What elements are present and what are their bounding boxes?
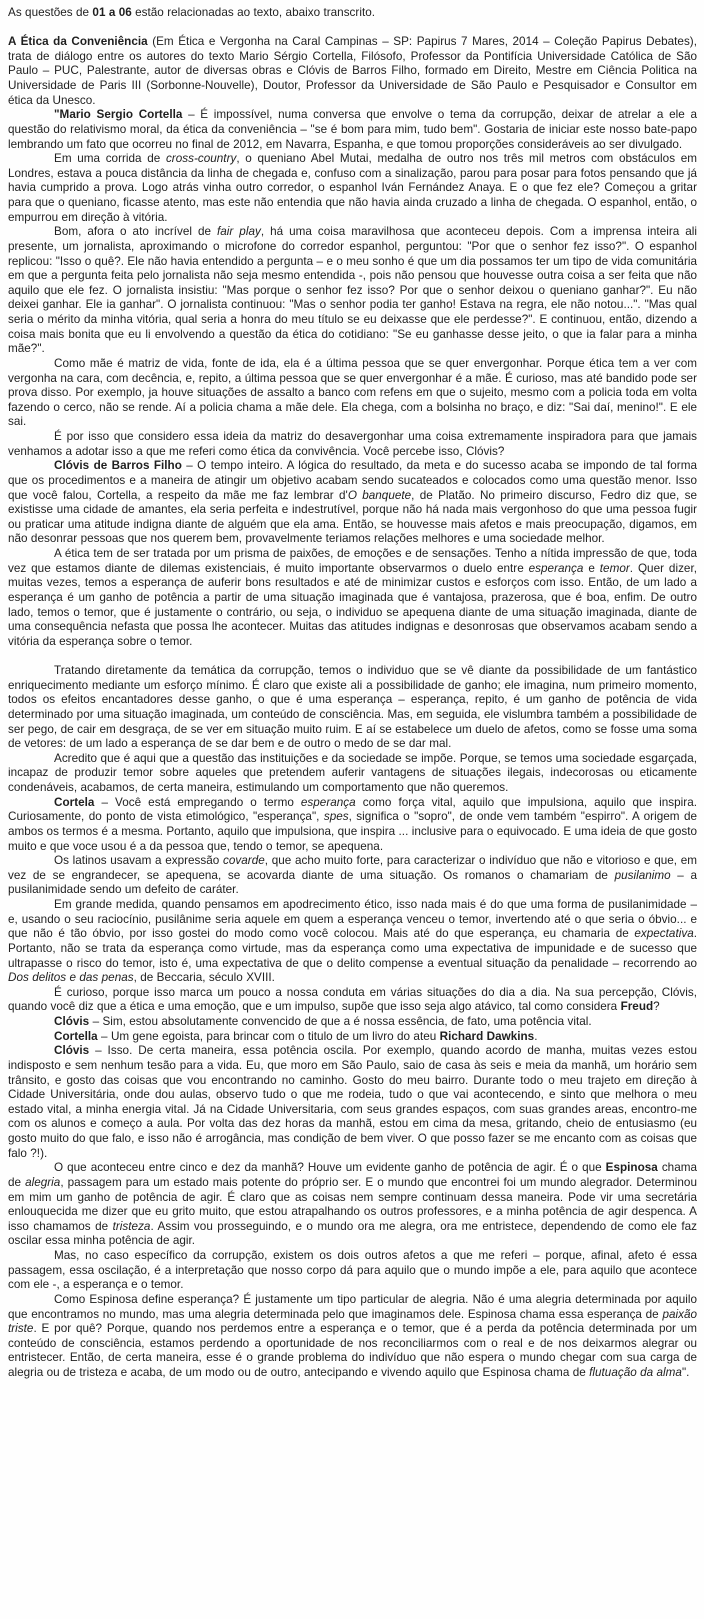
bold-run: Clóvis de Barros Filho: [54, 459, 182, 473]
text-run: – a pusilanimidade sendo um defeito de caráter.: [8, 868, 697, 897]
question-range: 01 a 06: [92, 6, 132, 19]
paragraph: [8, 357, 697, 430]
bold-run: Cortela: [54, 795, 95, 809]
text-run: – Um gene egoista, para brincar com o titulo de um livro do ateu: [97, 1029, 440, 1043]
text-run: e: [583, 561, 600, 575]
italic-run: covarde: [223, 854, 265, 868]
paragraph: [8, 430, 697, 459]
paragraph-list: [8, 108, 697, 1380]
paragraph: [8, 547, 697, 649]
text-run: ".: [681, 1366, 690, 1380]
text-run: como força vital, aquilo que impulsiona, aquilo que inspira. Curiosamente, do ponto de vista etimológico, "esperança",: [8, 795, 697, 824]
paragraph: [8, 459, 697, 547]
text-run: . Assim vou prosseguindo, e o mundo ora me alegra, ora me entristece, dependendo de como ele faz oscilar essa minha potência de agir.: [8, 1219, 698, 1248]
text-run: , que acho muito forte, para caracterizar o indivíduo que não e vitorioso e que, em vez de se engrandecer, se apequena, se acovarda diante de uma situação. Os romanos o chamariam de: [8, 854, 697, 882]
text-run: , de Beccaria, século XVIII.: [133, 971, 275, 985]
text-run: .: [534, 1029, 538, 1043]
text-run: – Isso. De certa maneira, essa potência oscila. Por exemplo, quando acordo de manha, muitas vezes estou indisposto e sem nenhum tesão para a vida. Eu, que moro em São Paulo, saio de casa às seis e meia da manhã, um horário sem trânsito, e gosto das coisas que vou encontrando no caminho. Gosto do meu bairro. Durante todo o meu trajeto em direção à Cidade Universitária, onde dou aulas, observo tudo o que me rodeia, tudo o que vai acontecendo, e sinto que melhora o meu estado vital, a minha energia vital. Já na Cidade Universitaria, com seus grandes espaços, com suas grandes areas, encontro-me com os alunos e começo a aula. Por volta das dez horas da manhã, estou em cima da mesa, gritando, cheio de entusiasmo (eu gosto muito do que falo, e isso não é arrogância, mas condição de bem viver. O que posso fazer se me encanto com as coisas que falo ?!).: [8, 1044, 697, 1160]
paragraph: [8, 1161, 697, 1249]
text-run: ?: [653, 1000, 660, 1014]
text-run: , passagem para um estado mais potente do próprio ser. E o mundo que encontrei foi um mundo alegrador. Determinou em mim um ganho de potência de agir. É claro que as coisas nem sempre continuam dessa maneira. Pode vir uma secretária enlouquecida me dizer que eu grito muito, que estou atrapalhando os outros professores, e a minha potência de agir despenca. A isso chamamos de: [8, 1175, 697, 1233]
paragraph: [8, 1015, 697, 1030]
instruction-suffix: estão relacionadas ao texto, abaixo transcrito.: [131, 6, 376, 19]
bold-run: Clóvis: [54, 1015, 90, 1029]
bold-run: Freud: [620, 1000, 654, 1014]
paragraph: [8, 752, 697, 796]
paragraph: [8, 1030, 697, 1045]
source-details: (Em Ética e Vergonha na Caral Campinas – SP: Papirus 7 Mares, 2014 – Coleção Papirus Debates), trata de diálogo entre os autores do texto Mario Sérgio Cortella, Filósofo, Professor da Pontifícia Universidade Católica de São Paulo – PUC, Palestrante, autor de diversas obras e Clóvis de Barros Filho, formado em Direito, Mestre em Ciência Politica na Universidade de Paris III (Sorbonne-Nouvelle), Doutor, Professor da Universidade de São Paulo e Pesquisador e Consultor em ética da Unesco.: [8, 35, 697, 107]
italic-run: paixão triste: [8, 1307, 697, 1336]
text-run: . Quer dizer, muitas vezes, temos a esperança de auferir bons resultados e até de minimizar custos e esforços com isso. Então, de um lado a esperança é um ganho de potência a partir de uma situação imaginada que é vantajosa, prazerosa, que é boa, enfim. De outro lado, temos o temor, que é justamente o contrário, ou seja, o individuo se apequena diante de uma situação imaginada, diante de uma consequência nefasta que possa lhe acontecer. Muitas das atitudes indignas e desonrosas que observamos acabam sendo a vitória da esperança sobre o temor.: [8, 561, 697, 648]
paragraph: [8, 1249, 697, 1293]
italic-run: expectativa: [634, 927, 694, 941]
paragraph: [8, 1044, 697, 1161]
paragraph: [8, 152, 697, 225]
paragraph: [8, 664, 697, 752]
bold-run: Richard Dawkins: [439, 1029, 535, 1043]
bold-run: Clóvis: [54, 1044, 90, 1058]
blank-line-spacer: [8, 649, 697, 664]
italic-run: Dos delitos e das penas: [8, 971, 134, 985]
text-run: Acredito que é aqui que a questão das instituições e da sociedade se impõe. Porque, se temos uma sociedade esgarçada, incapaz de produzir temor sobre aqueles que pretendem auferir vantagens de situações ilegais, indecorosas ou eticamente condenáveis, acabamos, de certa maneira, estimulando um comportamento que não queremos.: [8, 751, 697, 795]
paragraph: [8, 986, 697, 1015]
source-title: A Ética da Conveniência: [8, 35, 148, 49]
text-run: Os latinos usavam a expressão: [54, 854, 224, 868]
paragraph: [8, 1293, 697, 1381]
bold-run: Espinosa: [605, 1161, 658, 1175]
italic-run: O banquete: [347, 488, 412, 502]
text-run: , o queniano Abel Mutai, medalha de outro nos três mil metros com obstáculos em Londres, estava a pouca distância da linha de chegada e, confuso com a sinalização, parou para posar para fotos pensando que já havia cumprido a prova. Logo atrás vinha outro corredor, o espanhol Iván Fernández Anaya. E o que fez ele? Começou a gritar para que o queniano, ficasse atento, mas este não entendia que não havia ainda cruzado a linha de chegada. O espanhol, então, o empurrou em direção à vitória.: [8, 152, 697, 224]
bold-run: "Mario Sergio Cortella: [54, 108, 183, 122]
italic-run: esperança: [528, 561, 584, 575]
text-run: O que aconteceu entre cinco e dez da manhã? Houve um evidente ganho de potência de agir. É o que: [54, 1161, 606, 1175]
text-run: – O tempo inteiro. A lógica do resultado, da meta e do sucesso acaba se impondo de tal forma que os procedimentos e a maneira de atingir um objetivo acabam sendo sucateados e colocados como uma questão menor. Isso que você falou, Cortella, a respeito da mãe me faz lembrar d': [8, 459, 697, 502]
italic-run: cross-country: [165, 152, 237, 166]
text-run: – Você está empregando o termo: [94, 795, 301, 809]
text-run: Bom, afora o ato incrível de: [54, 225, 218, 239]
text-run: É curioso, porque isso marca um pouco a nossa conduta em várias situações do dia a dia. Na sua percepção, Clóvis, quando você diz que a ética e uma emoção, que e um impulso, supõe que isso seja algo atávico, tal como considera: [8, 985, 697, 1014]
text-run: É por isso que considero essa ideia da matriz do desavergonhar uma coisa extremamente inspiradora para que jamais venhamos a adotar isso a que me referi como ética da convivência. Você percebe isso, Clóvis?: [8, 430, 697, 458]
text-run: Em uma corrida de: [54, 152, 166, 166]
bold-run: Cortella: [54, 1029, 98, 1043]
paragraph: [8, 796, 697, 855]
text-run: . Portanto, não se trata da esperança como virtude, mas da esperança como uma expectativa de impunidade e de sucesso que ultrapasse o risco do temor, isto é, uma expectativa de que o delito compense a eventual situação da penalidade – recorrendo ao: [8, 927, 697, 970]
text-run: Como Espinosa define esperança? É justamente um tipo particular de alegria. Não é uma alegria determinada por aquilo que encontramos no mundo, mas uma alegria determinada pelo que imaginamos dele. Espinosa chama essa esperança de: [8, 1292, 697, 1321]
blank-line-spacer: [8, 21, 697, 36]
italic-run: fair play: [217, 225, 261, 239]
paragraph: [8, 225, 697, 357]
text-run: Em grande medida, quando pensamos em apodrecimento ético, isso nada mais é do que uma forma de pusilanimidade – e, usando o seu raciocínio, pusilânime seria aquele em quem a esperança venceu o temor, invertendo até o que seria o óbvio... e que não é tão óbvio, por isso gostei do modo como você colocou. Mais até do que esperança, eu chamaria de: [8, 898, 697, 941]
document-text-body: [8, 6, 697, 1381]
text-run: A ética tem de ser tratada por um prisma de paixões, de emoções e de sensações. Tenho a nítida impressão de que, toda vez que estamos diante de dilemas existenciais, é muito importante observarmos o duelo entre: [8, 547, 697, 575]
italic-run: esperança: [300, 795, 356, 809]
italic-run: pusilanimo: [614, 868, 671, 882]
instruction-prefix: As questões de: [8, 6, 93, 19]
instruction-line: [8, 6, 697, 21]
text-run: Tratando diretamente da temática da corrupção, temos o individuo que se vê diante da possibilidade de um fantástico enriquecimento mediante um esforço mínimo. É claro que existe ali a possibilidade de ganho; ele imagina, num primeiro momento, todos os efeitos encantadores desse ganho, o que é uma esperança – esperança, repito, é um ganho de potência de vida determinado por uma situação imaginada, um conteúdo de consciência. Mas, em seguida, ele vislumbra também a possibilidade de ser pego, de cair em desgraça, de se ver em situação muito ruim. E aí se estabelece um duelo de afetos, como se fosse uma soma de vetores: de um lado a esperança de se dar bem e de outro o medo de se dar mal.: [8, 664, 697, 751]
italic-run: alegria: [25, 1175, 61, 1189]
text-run: , de Platão. No primeiro discurso, Fedro diz que, se existisse uma cidade de amantes, ela seria perfeita e indestrutível, porque não há nada mais vergonhoso do que uma pessoa fugir ou praticar uma atitude indigna diante de alguém que ela ama. Então, se houvesse mais afetos e mais preocupação, digamos, em não desonrar pessoas que nos querem bem, provavelmente teriamos relações melhores e uma sociedade melhor.: [8, 488, 698, 546]
italic-run: flutuação da alma: [589, 1366, 682, 1380]
text-run: Mas, no caso específico da corrupção, existem os dois outros afetos a que me referi – porque, afinal, afeto é essa passagem, essa oscilação, é a interpretação que nosso corpo dá para aquilo que o mundo impõe a ele, para aquilo que acontece com ele -, a esperança e o temor.: [8, 1249, 697, 1292]
italic-run: tristeza: [112, 1219, 151, 1233]
paragraph: [8, 898, 697, 986]
text-run: , há uma coisa maravilhosa que aconteceu depois. Com a imprensa inteira ali presente, um jornalista, aproximando o microfone do corredor espanhol, perguntou: "Por que o senhor fez isso?". O espanhol replicou: "Isso o quê?. Ele não havia entendido a pergunta – e o meu sonho é que um dia possamos ter um tipo de vida comunitária em que a pergunta feita pelo jornalista não seja mesmo entendida -, pois não pensou que houvesse outra coisa a ser feita que não aquilo que ele fez. O jornalista insistiu: "Mas porque o senhor fez isso? Por que o senhor deixou o queniano ganhar?". Eu não deixei ganhar. Ele ia ganhar". O jornalista continuou: "Mas o senhor podia ter ganho! Estava na regra, ele não notou...". "Mas qual seria o mérito da minha vitória, qual seria a honra do meu título se eu deixasse que ele perdesse?". E continuou, então, dizendo a coisa mais bonita que eu li envolvendo a questão da ética do cotidiano: "Se eu ganhasse desse jeito, o que ia falar para a minha mãe?".: [8, 225, 697, 356]
text-run: . E por quê? Porque, quando nos perdemos entre a esperança e o temor, que é a perda da potência determinada por um conteúdo de consciência, estamos perdendo a oportunidade de nos reconciliarmos com o real e de nos deixarmos alegrar ou entristecer. Então, de certa maneira, esse é o grande problema do indivíduo que não espera o mundo chegar com sua carga de alegria ou de tristeza e acaba, de um modo ou de outro, antecipando e vivendo aquilo que Espinosa chama de: [8, 1322, 697, 1380]
text-run: , significa o "sopro", de onde vem também "espirro". A origem de ambos os termos é a mesma. Portanto, aquilo que impulsiona, que inspira ... inclusive para o equivocado. E uma ideia de que gosto muito e que voce usou é a da pessoa que, tendo o temor, se apequena.: [8, 810, 697, 853]
text-run: – É impossível, numa conversa que envolve o tema da corrupção, deixar de atrelar a ele a questão do relativismo moral, da ética da conveniência – "se é bom para mim, tudo bem". Gostaria de iniciar este nosso bate-papo lembrando um fato que ocorreu no final de 2012, em Navarra, Espanha, e que tomou proporções consideráveis ao ser divulgado.: [8, 108, 697, 151]
italic-run: spes: [323, 810, 349, 824]
text-run: chama de: [8, 1161, 697, 1189]
source-heading: [8, 35, 697, 108]
italic-run: temor: [599, 561, 630, 575]
text-run: – Sim, estou absolutamente convencido de que a é nossa essência, de fato, uma potência vital.: [89, 1015, 592, 1029]
paragraph: [8, 108, 697, 152]
text-run: Como mãe é matriz de vida, fonte de ida, ela é a última pessoa que se quer envergonhar. Porque ética tem a ver com vergonha na cara, com decência, e, repito, a última pessoa que se quer envergonhar é a mãe. É curioso, mas até bandido pode ser prova disso. Por exemplo, ja houve situações de assalto a banco com refens em que o sujeito, mesmo com a policia toda em volta fazendo o cerco, não se rende. Aí a policia chama a mãe dele. Ela chega, com a bolsinha no braço, e diz: "Sai daí, menino!". E ele sai.: [8, 356, 697, 429]
paragraph: [8, 854, 697, 898]
